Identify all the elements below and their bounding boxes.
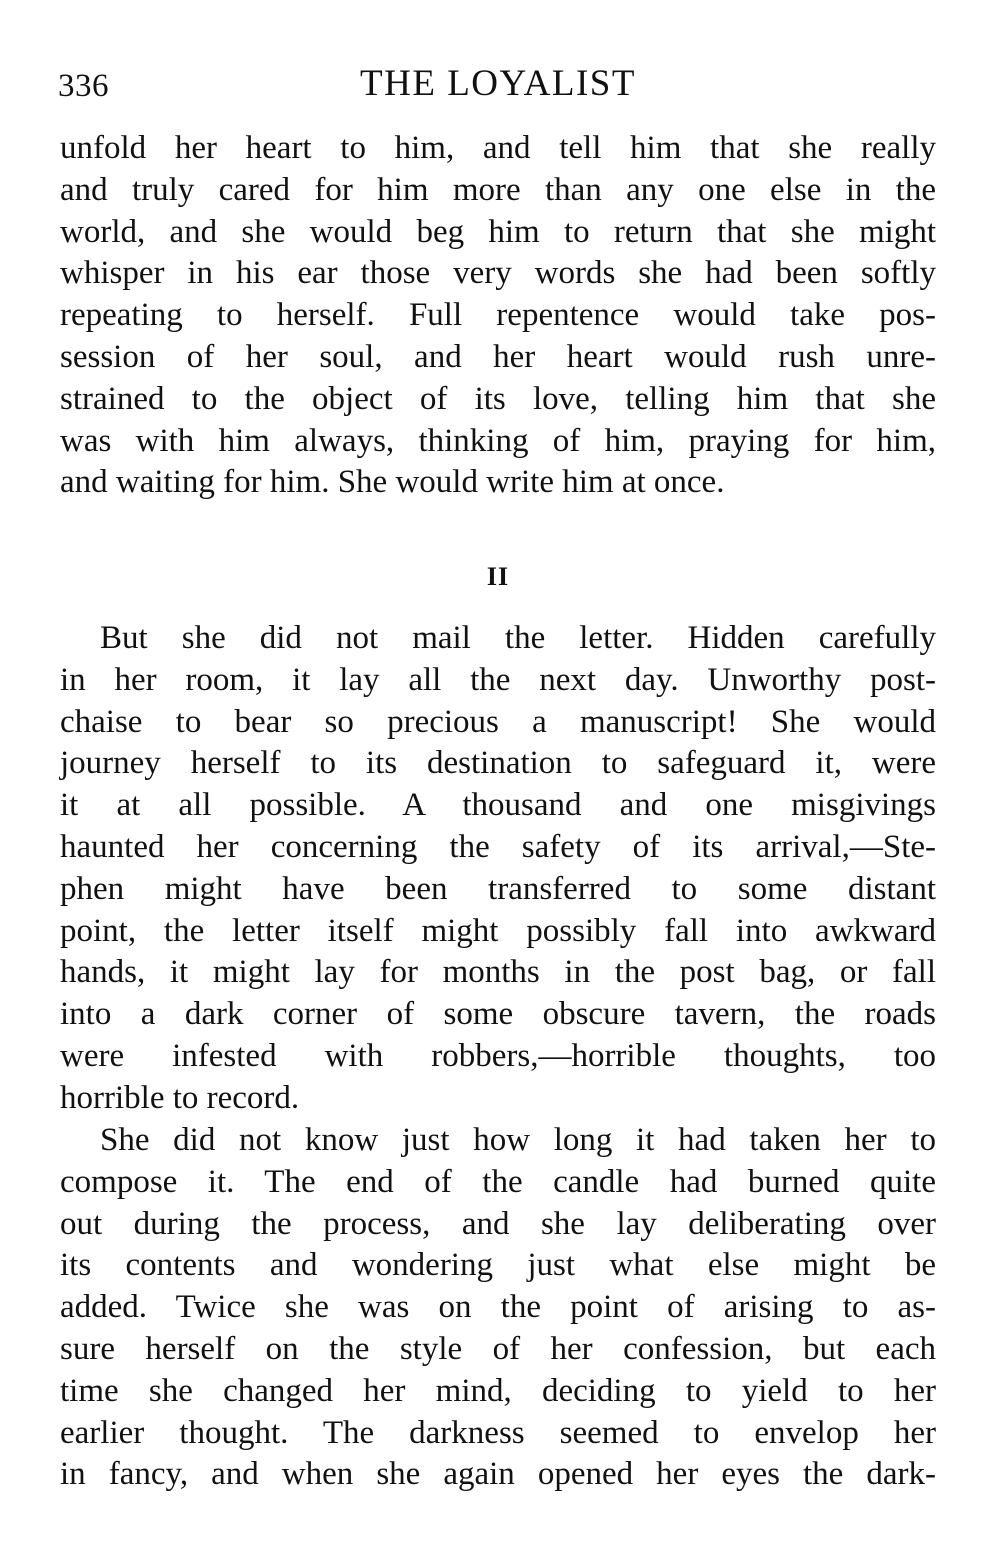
- text-line: added. Twice she was on the point of arising to as-: [60, 1289, 936, 1326]
- text-line: and waiting for him. She would write him at once.: [60, 464, 725, 501]
- text-line: session of her soul, and her heart would rush unre-: [60, 338, 936, 375]
- text-line: horrible to record.: [60, 1079, 300, 1116]
- text-line: repeating to herself. Full repentence would take pos-: [60, 297, 936, 334]
- paragraph-2: [60, 618, 936, 1120]
- text-line: journey herself to its destination to safeguard it, were: [60, 745, 936, 782]
- text-line: world, and she would beg him to return that she might: [60, 213, 936, 250]
- text-line: sure herself on the style of her confession, but each: [60, 1330, 936, 1367]
- text-line: in her room, it lay all the next day. Unworthy post-: [60, 661, 936, 698]
- text-line: its contents and wondering just what else might be: [60, 1247, 936, 1284]
- paragraph-3: [60, 1120, 936, 1496]
- text-line: and truly cared for him more than any one else in the: [60, 171, 936, 208]
- text-line: it at all possible. A thousand and one misgivings: [60, 787, 936, 824]
- text-line: haunted her concerning the safety of its arrival,—Ste-: [60, 828, 936, 865]
- text-line: unfold her heart to him, and tell him that she really: [60, 130, 936, 166]
- paragraph-1: [60, 128, 936, 504]
- text-line: She did not know just how long it had taken her to: [100, 1122, 936, 1158]
- running-title: THE LOYALIST: [360, 63, 636, 104]
- text-line: chaise to bear so precious a manuscript! She would: [60, 703, 936, 740]
- text-line: time she changed her mind, deciding to yield to her: [60, 1372, 936, 1409]
- text-line: was with him always, thinking of him, praying for him,: [60, 422, 936, 459]
- text-line: strained to the object of its love, telling him that she: [60, 380, 936, 417]
- page-number: 336: [58, 68, 109, 104]
- text-line: phen might have been transferred to some distant: [60, 870, 936, 907]
- text-line: earlier thought. The darkness seemed to envelop her: [60, 1414, 936, 1451]
- text-line: whisper in his ear those very words she had been softly: [60, 255, 936, 292]
- section-heading: II: [486, 562, 510, 591]
- text-line: point, the letter itself might possibly fall into awkward: [60, 912, 936, 949]
- text-line: were infested with robbers,—horrible thoughts, too: [60, 1037, 936, 1074]
- text-line: compose it. The end of the candle had burned quite: [60, 1163, 936, 1200]
- page-header: [58, 62, 938, 112]
- text-line: into a dark corner of some obscure tavern, the roads: [60, 996, 936, 1033]
- text-line: But she did not mail the letter. Hidden carefully: [100, 620, 936, 656]
- text-line: out during the process, and she lay deliberating over: [60, 1205, 936, 1242]
- text-line: in fancy, and when she again opened her eyes the dark-: [60, 1456, 936, 1493]
- text-line: hands, it might lay for months in the post bag, or fall: [60, 954, 936, 991]
